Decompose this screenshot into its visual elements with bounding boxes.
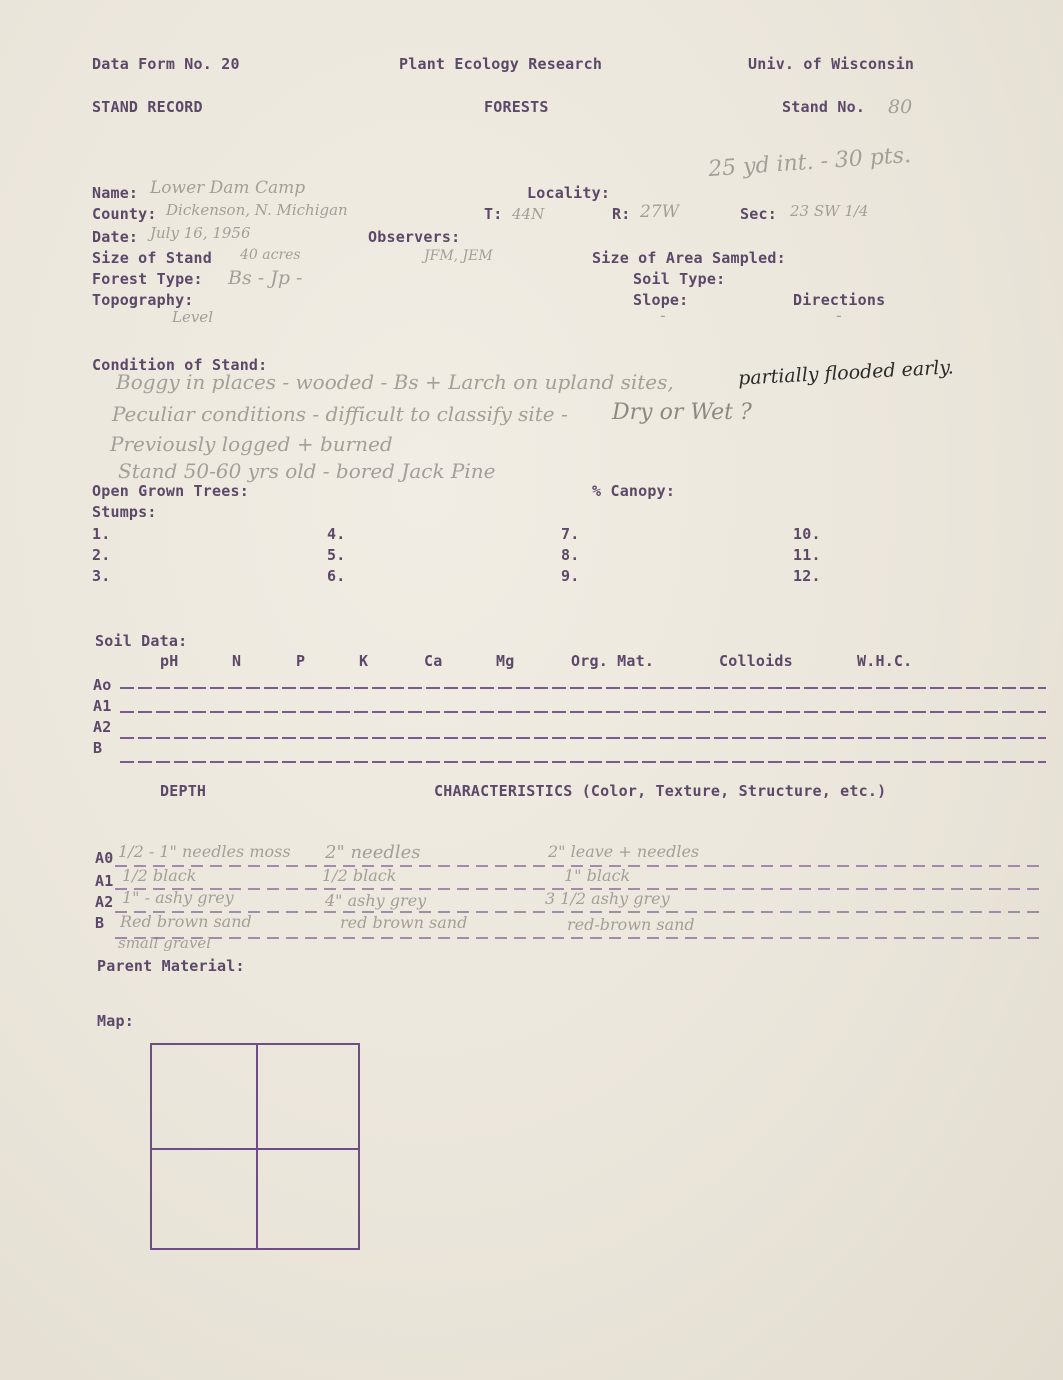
form-number: Data Form No. 20 bbox=[92, 55, 240, 73]
profile-row-a1: A1 bbox=[95, 872, 114, 890]
open-grown-label: Open Grown Trees: bbox=[92, 482, 249, 500]
soil-col-ca: Ca bbox=[424, 652, 443, 670]
stump-9: 9. bbox=[561, 567, 580, 585]
condition-line-3: Previously logged + burned bbox=[110, 432, 393, 456]
profile-a0-c3: 2" leave + needles bbox=[548, 842, 700, 861]
township-value: 44N bbox=[512, 205, 545, 223]
profile-a1-c1: 1/2 black bbox=[122, 866, 197, 885]
section-label: Sec: bbox=[740, 205, 777, 223]
county-label: County: bbox=[92, 205, 157, 223]
category: FORESTS bbox=[484, 98, 549, 116]
map-label: Map: bbox=[97, 1012, 134, 1030]
soil-data-label: Soil Data: bbox=[95, 632, 188, 650]
stump-8: 8. bbox=[561, 546, 580, 564]
soil-row-a1: A1 bbox=[93, 697, 112, 715]
date-value: July 16, 1956 bbox=[150, 224, 251, 242]
slope-label: Slope: bbox=[633, 291, 689, 309]
profile-row-b: B bbox=[95, 914, 105, 932]
profile-a1-c2: 1/2 black bbox=[322, 866, 397, 885]
profile-b-c1: Red brown sand bbox=[120, 912, 252, 931]
stump-6: 6. bbox=[327, 567, 346, 585]
organization: Plant Ecology Research bbox=[399, 55, 603, 73]
characteristics-label: CHARACTERISTICS (Color, Texture, Structure, etc.) bbox=[434, 782, 887, 800]
stump-7: 7. bbox=[561, 525, 580, 543]
condition-line-1: Boggy in places - wooded - Bs + Larch on upland sites, bbox=[116, 370, 674, 394]
slope-value: - bbox=[660, 306, 666, 326]
county-value: Dickenson, N. Michigan bbox=[166, 201, 348, 219]
stump-5: 5. bbox=[327, 546, 346, 564]
name-label: Name: bbox=[92, 184, 139, 202]
soil-row-a2: A2 bbox=[93, 718, 112, 736]
profile-b-c2: red brown sand bbox=[340, 913, 468, 932]
size-value: 40 acres bbox=[240, 247, 301, 263]
condition-line-4: Stand 50-60 yrs old - bored Jack Pine bbox=[118, 459, 496, 483]
size-label: Size of Stand bbox=[92, 249, 212, 267]
map-quadrat bbox=[150, 1043, 360, 1250]
soil-col-mg: Mg bbox=[496, 652, 515, 670]
depth-label: DEPTH bbox=[160, 782, 207, 800]
university: Univ. of Wisconsin bbox=[748, 55, 915, 73]
stump-1: 1. bbox=[92, 525, 111, 543]
observers-value: JFM, JEM bbox=[424, 248, 493, 264]
stand-no-label: Stand No. bbox=[782, 98, 866, 116]
profile-b-c3: red-brown sand bbox=[567, 915, 695, 934]
profile-row-a0: A0 bbox=[95, 849, 114, 867]
profile-a2-c1: 1" - ashy grey bbox=[122, 888, 234, 907]
stumps-label: Stumps: bbox=[92, 503, 157, 521]
name-value: Lower Dam Camp bbox=[150, 178, 306, 198]
profile-extra: small gravel bbox=[118, 934, 212, 952]
topography-label: Topography: bbox=[92, 291, 194, 309]
soil-col-k: K bbox=[359, 652, 369, 670]
condition-ink-1: partially flooded early. bbox=[737, 356, 955, 390]
soil-col-org-mat: Org. Mat. bbox=[571, 652, 655, 670]
parent-material-label: Parent Material: bbox=[97, 957, 245, 975]
condition-label: Condition of Stand: bbox=[92, 356, 268, 374]
canopy-label: % Canopy: bbox=[592, 482, 676, 500]
directions-value: - bbox=[836, 306, 842, 326]
stump-10: 10. bbox=[793, 525, 821, 543]
stump-12: 12. bbox=[793, 567, 821, 585]
condition-ink-2: Dry or Wet ? bbox=[612, 400, 752, 425]
stump-4: 4. bbox=[327, 525, 346, 543]
profile-a2-c3: 3 1/2 ashy grey bbox=[545, 889, 670, 908]
range-label: R: bbox=[612, 205, 631, 223]
soil-row-ao: Ao bbox=[93, 676, 112, 694]
soil-row-b: B bbox=[93, 739, 103, 757]
range-value: 27W bbox=[640, 202, 680, 222]
area-sampled-label: Size of Area Sampled: bbox=[592, 249, 786, 267]
soil-col-whc: W.H.C. bbox=[857, 652, 913, 670]
profile-row-a2: A2 bbox=[95, 893, 114, 911]
section-value: 23 SW 1/4 bbox=[790, 202, 869, 220]
soil-col-colloids: Colloids bbox=[719, 652, 793, 670]
observers-label: Observers: bbox=[368, 228, 461, 246]
soil-type-label: Soil Type: bbox=[633, 270, 726, 288]
stump-3: 3. bbox=[92, 567, 111, 585]
profile-a1-c3: 1" black bbox=[564, 866, 631, 885]
soil-col-ph: pH bbox=[160, 652, 179, 670]
township-label: T: bbox=[484, 205, 503, 223]
directions-label: Directions bbox=[793, 291, 886, 309]
locality-label: Locality: bbox=[527, 184, 611, 202]
topography-value: Level bbox=[172, 308, 213, 326]
forest-type-value: Bs - Jp - bbox=[228, 267, 303, 289]
condition-line-2: Peculiar conditions - difficult to classify site - bbox=[112, 402, 568, 426]
sampling-note: 25 yd int. - 30 pts. bbox=[707, 142, 912, 183]
profile-a0-c1: 1/2 - 1" needles moss bbox=[118, 842, 291, 861]
soil-col-p: P bbox=[296, 652, 306, 670]
record-type: STAND RECORD bbox=[92, 98, 203, 116]
profile-a0-c2: 2" needles bbox=[325, 842, 421, 863]
stand-no-value: 80 bbox=[888, 96, 913, 118]
soil-col-n: N bbox=[232, 652, 242, 670]
forest-type-label: Forest Type: bbox=[92, 270, 203, 288]
stump-11: 11. bbox=[793, 546, 821, 564]
profile-a2-c2: 4" ashy grey bbox=[325, 891, 427, 910]
stump-2: 2. bbox=[92, 546, 111, 564]
date-label: Date: bbox=[92, 228, 139, 246]
